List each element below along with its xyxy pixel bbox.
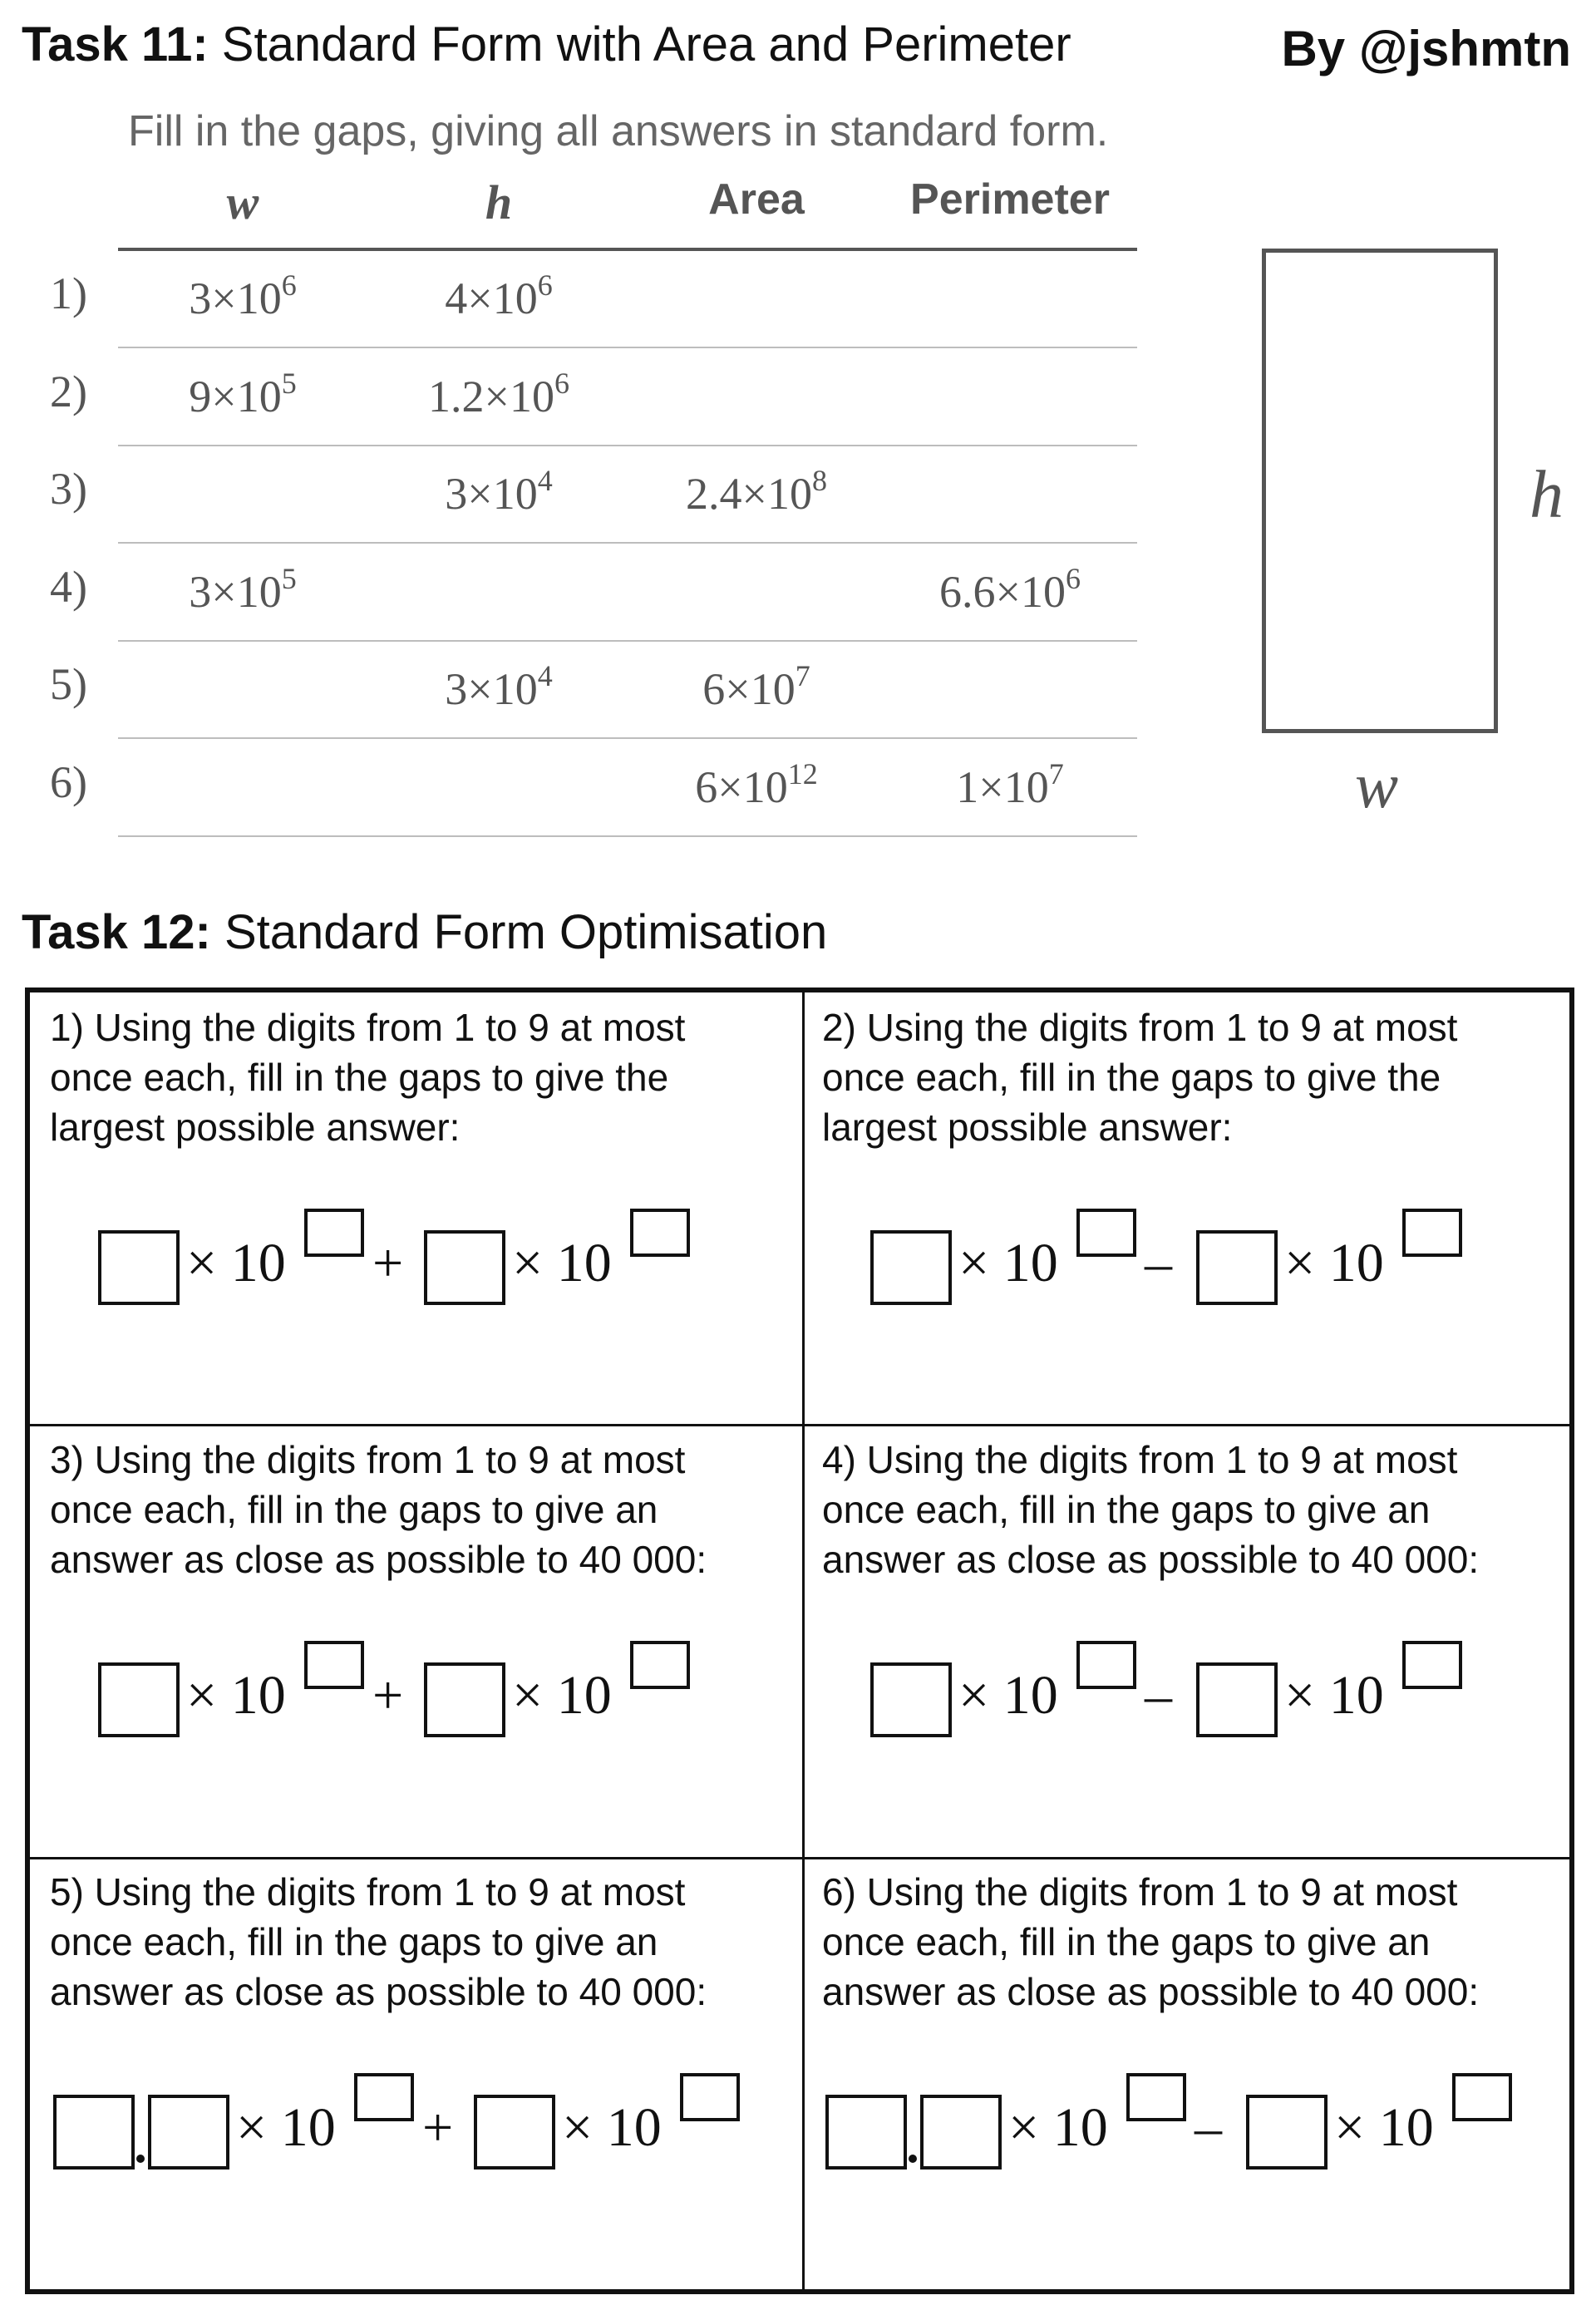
- row-number: 3): [50, 464, 87, 514]
- question-text: 4) Using the digits from 1 to 9 at most once each, fill in the gaps to give an answer as close as possible to 40 000:: [822, 1438, 1480, 1581]
- operator: +: [372, 1665, 404, 1726]
- question-text: 1) Using the digits from 1 to 9 at most once each, fill in the gaps to give the largest possible answer:: [50, 1006, 686, 1149]
- cell-base: 1.2×10: [428, 371, 554, 421]
- digit-box[interactable]: [98, 1662, 180, 1737]
- digit-box[interactable]: [1246, 2095, 1328, 2170]
- times-ten: × 10: [512, 1665, 612, 1726]
- rectangle-width-label: w: [1355, 749, 1399, 821]
- exponent-box[interactable]: [1076, 1641, 1136, 1689]
- table-row-rule: [118, 445, 1137, 446]
- digit-box[interactable]: [920, 2095, 1002, 2170]
- operator: +: [372, 1233, 404, 1293]
- digit-box[interactable]: [825, 2095, 907, 2170]
- cell-h: [374, 268, 623, 324]
- table-row-rule: [118, 737, 1137, 739]
- cell-exponent: 5: [281, 561, 297, 595]
- times-ten: × 10: [958, 1233, 1058, 1293]
- cell-base: 6.6×10: [939, 566, 1066, 617]
- times-ten: × 10: [562, 2097, 662, 2158]
- row-number: 2): [50, 366, 87, 416]
- exponent-box[interactable]: [1402, 1641, 1462, 1689]
- times-ten: × 10: [1284, 1665, 1384, 1726]
- cell-base: 4×10: [445, 273, 538, 323]
- table-header-rule: [118, 248, 1137, 251]
- row-number: 1): [50, 268, 87, 318]
- cell-h: [374, 366, 623, 422]
- cell-exponent: 5: [281, 366, 297, 400]
- exponent-box[interactable]: [1452, 2073, 1512, 2121]
- cell-exponent: 6: [281, 268, 297, 302]
- exponent-box[interactable]: [304, 1209, 364, 1257]
- cell-exponent: 12: [787, 756, 818, 790]
- task11-title: Task 11: Standard Form with Area and Perimeter: [22, 17, 1071, 71]
- times-ten: × 10: [512, 1233, 612, 1293]
- digit-box[interactable]: [424, 1230, 505, 1305]
- exponent-box[interactable]: [630, 1641, 690, 1689]
- times-ten: × 10: [236, 2097, 336, 2158]
- exponent-box[interactable]: [1076, 1209, 1136, 1257]
- times-ten: × 10: [958, 1665, 1058, 1726]
- cell-exponent: 8: [811, 464, 827, 497]
- exponent-box[interactable]: [1126, 2073, 1186, 2121]
- grid-row-divider: [30, 1857, 1569, 1859]
- author-byline: By @jshmtn: [1281, 21, 1571, 76]
- digit-box[interactable]: [1196, 1230, 1278, 1305]
- grid-row-divider: [30, 1424, 1569, 1426]
- cell-base: 3×10: [189, 273, 282, 323]
- times-ten: × 10: [186, 1665, 286, 1726]
- cell-base: 3×10: [445, 469, 538, 519]
- task12-question-grid: [25, 988, 1574, 2294]
- task12-title: Task 12: Standard Form Optimisation: [22, 905, 828, 959]
- table-row-rule: [118, 542, 1137, 544]
- column-header-h: h: [485, 175, 513, 229]
- digit-box[interactable]: [870, 1662, 952, 1737]
- times-ten: × 10: [1334, 2097, 1434, 2158]
- cell-exponent: 7: [1048, 756, 1064, 790]
- cell-base: 6×10: [702, 664, 796, 714]
- table-row-rule: [118, 835, 1137, 837]
- cell-perimeter: [885, 756, 1135, 813]
- row-number: 6): [50, 756, 87, 807]
- cell-h: [374, 658, 623, 715]
- cell-base: 9×10: [189, 371, 282, 421]
- exponent-box[interactable]: [354, 2073, 414, 2121]
- question-text: 2) Using the digits from 1 to 9 at most once each, fill in the gaps to give the largest possible answer:: [822, 1006, 1458, 1149]
- cell-h: [374, 463, 623, 520]
- row-number: 5): [50, 659, 87, 709]
- column-header-w: w: [226, 175, 259, 229]
- cell-base: 3×10: [189, 566, 282, 617]
- cell-w: [118, 561, 367, 618]
- table-row-rule: [118, 640, 1137, 642]
- operator: –: [1145, 1665, 1172, 1726]
- question-text: 6) Using the digits from 1 to 9 at most once each, fill in the gaps to give an answer as close as possible to 40 000:: [822, 1870, 1480, 2013]
- operator: +: [422, 2097, 454, 2158]
- rectangle-height-label: h: [1530, 456, 1564, 532]
- rectangle-diagram: [1262, 249, 1498, 733]
- times-ten: × 10: [186, 1233, 286, 1293]
- cell-exponent: 7: [795, 659, 810, 692]
- cell-base: 6×10: [695, 761, 788, 812]
- column-header-area: Area: [708, 175, 805, 224]
- cell-area: [632, 463, 881, 520]
- cell-base: 2.4×10: [686, 469, 812, 519]
- exponent-box[interactable]: [630, 1209, 690, 1257]
- cell-exponent: 6: [554, 366, 569, 400]
- task11-instruction: Fill in the gaps, giving all answers in standard form.: [128, 107, 1109, 155]
- digit-box[interactable]: [424, 1662, 505, 1737]
- decimal-point: [909, 2155, 917, 2163]
- cell-exponent: 6: [537, 268, 553, 302]
- cell-perimeter: [885, 561, 1135, 618]
- table-row-rule: [118, 347, 1137, 348]
- cell-base: 3×10: [445, 664, 538, 714]
- cell-base: 1×10: [956, 761, 1049, 812]
- cell-w: [118, 268, 367, 324]
- question-text: 3) Using the digits from 1 to 9 at most once each, fill in the gaps to give an answer as close as possible to 40 000:: [50, 1438, 707, 1581]
- digit-box[interactable]: [148, 2095, 229, 2170]
- digit-box[interactable]: [1196, 1662, 1278, 1737]
- times-ten: × 10: [1284, 1233, 1384, 1293]
- grid-column-divider: [802, 992, 805, 2289]
- digit-box[interactable]: [474, 2095, 555, 2170]
- operator: –: [1145, 1233, 1172, 1293]
- cell-area: [632, 658, 881, 715]
- digit-box[interactable]: [98, 1230, 180, 1305]
- exponent-box[interactable]: [304, 1641, 364, 1689]
- cell-exponent: 4: [537, 659, 553, 692]
- cell-exponent: 6: [1065, 561, 1081, 595]
- times-ten: × 10: [1008, 2097, 1108, 2158]
- column-header-perimeter: Perimeter: [910, 175, 1110, 224]
- operator: –: [1195, 2097, 1222, 2158]
- cell-exponent: 4: [537, 464, 553, 497]
- decimal-point: [136, 2155, 145, 2163]
- cell-area: [632, 756, 881, 813]
- row-number: 4): [50, 561, 87, 612]
- digit-box[interactable]: [53, 2095, 135, 2170]
- digit-box[interactable]: [870, 1230, 952, 1305]
- question-text: 5) Using the digits from 1 to 9 at most once each, fill in the gaps to give an answer as close as possible to 40 000:: [50, 1870, 707, 2013]
- cell-w: [118, 366, 367, 422]
- exponent-box[interactable]: [1402, 1209, 1462, 1257]
- exponent-box[interactable]: [680, 2073, 740, 2121]
